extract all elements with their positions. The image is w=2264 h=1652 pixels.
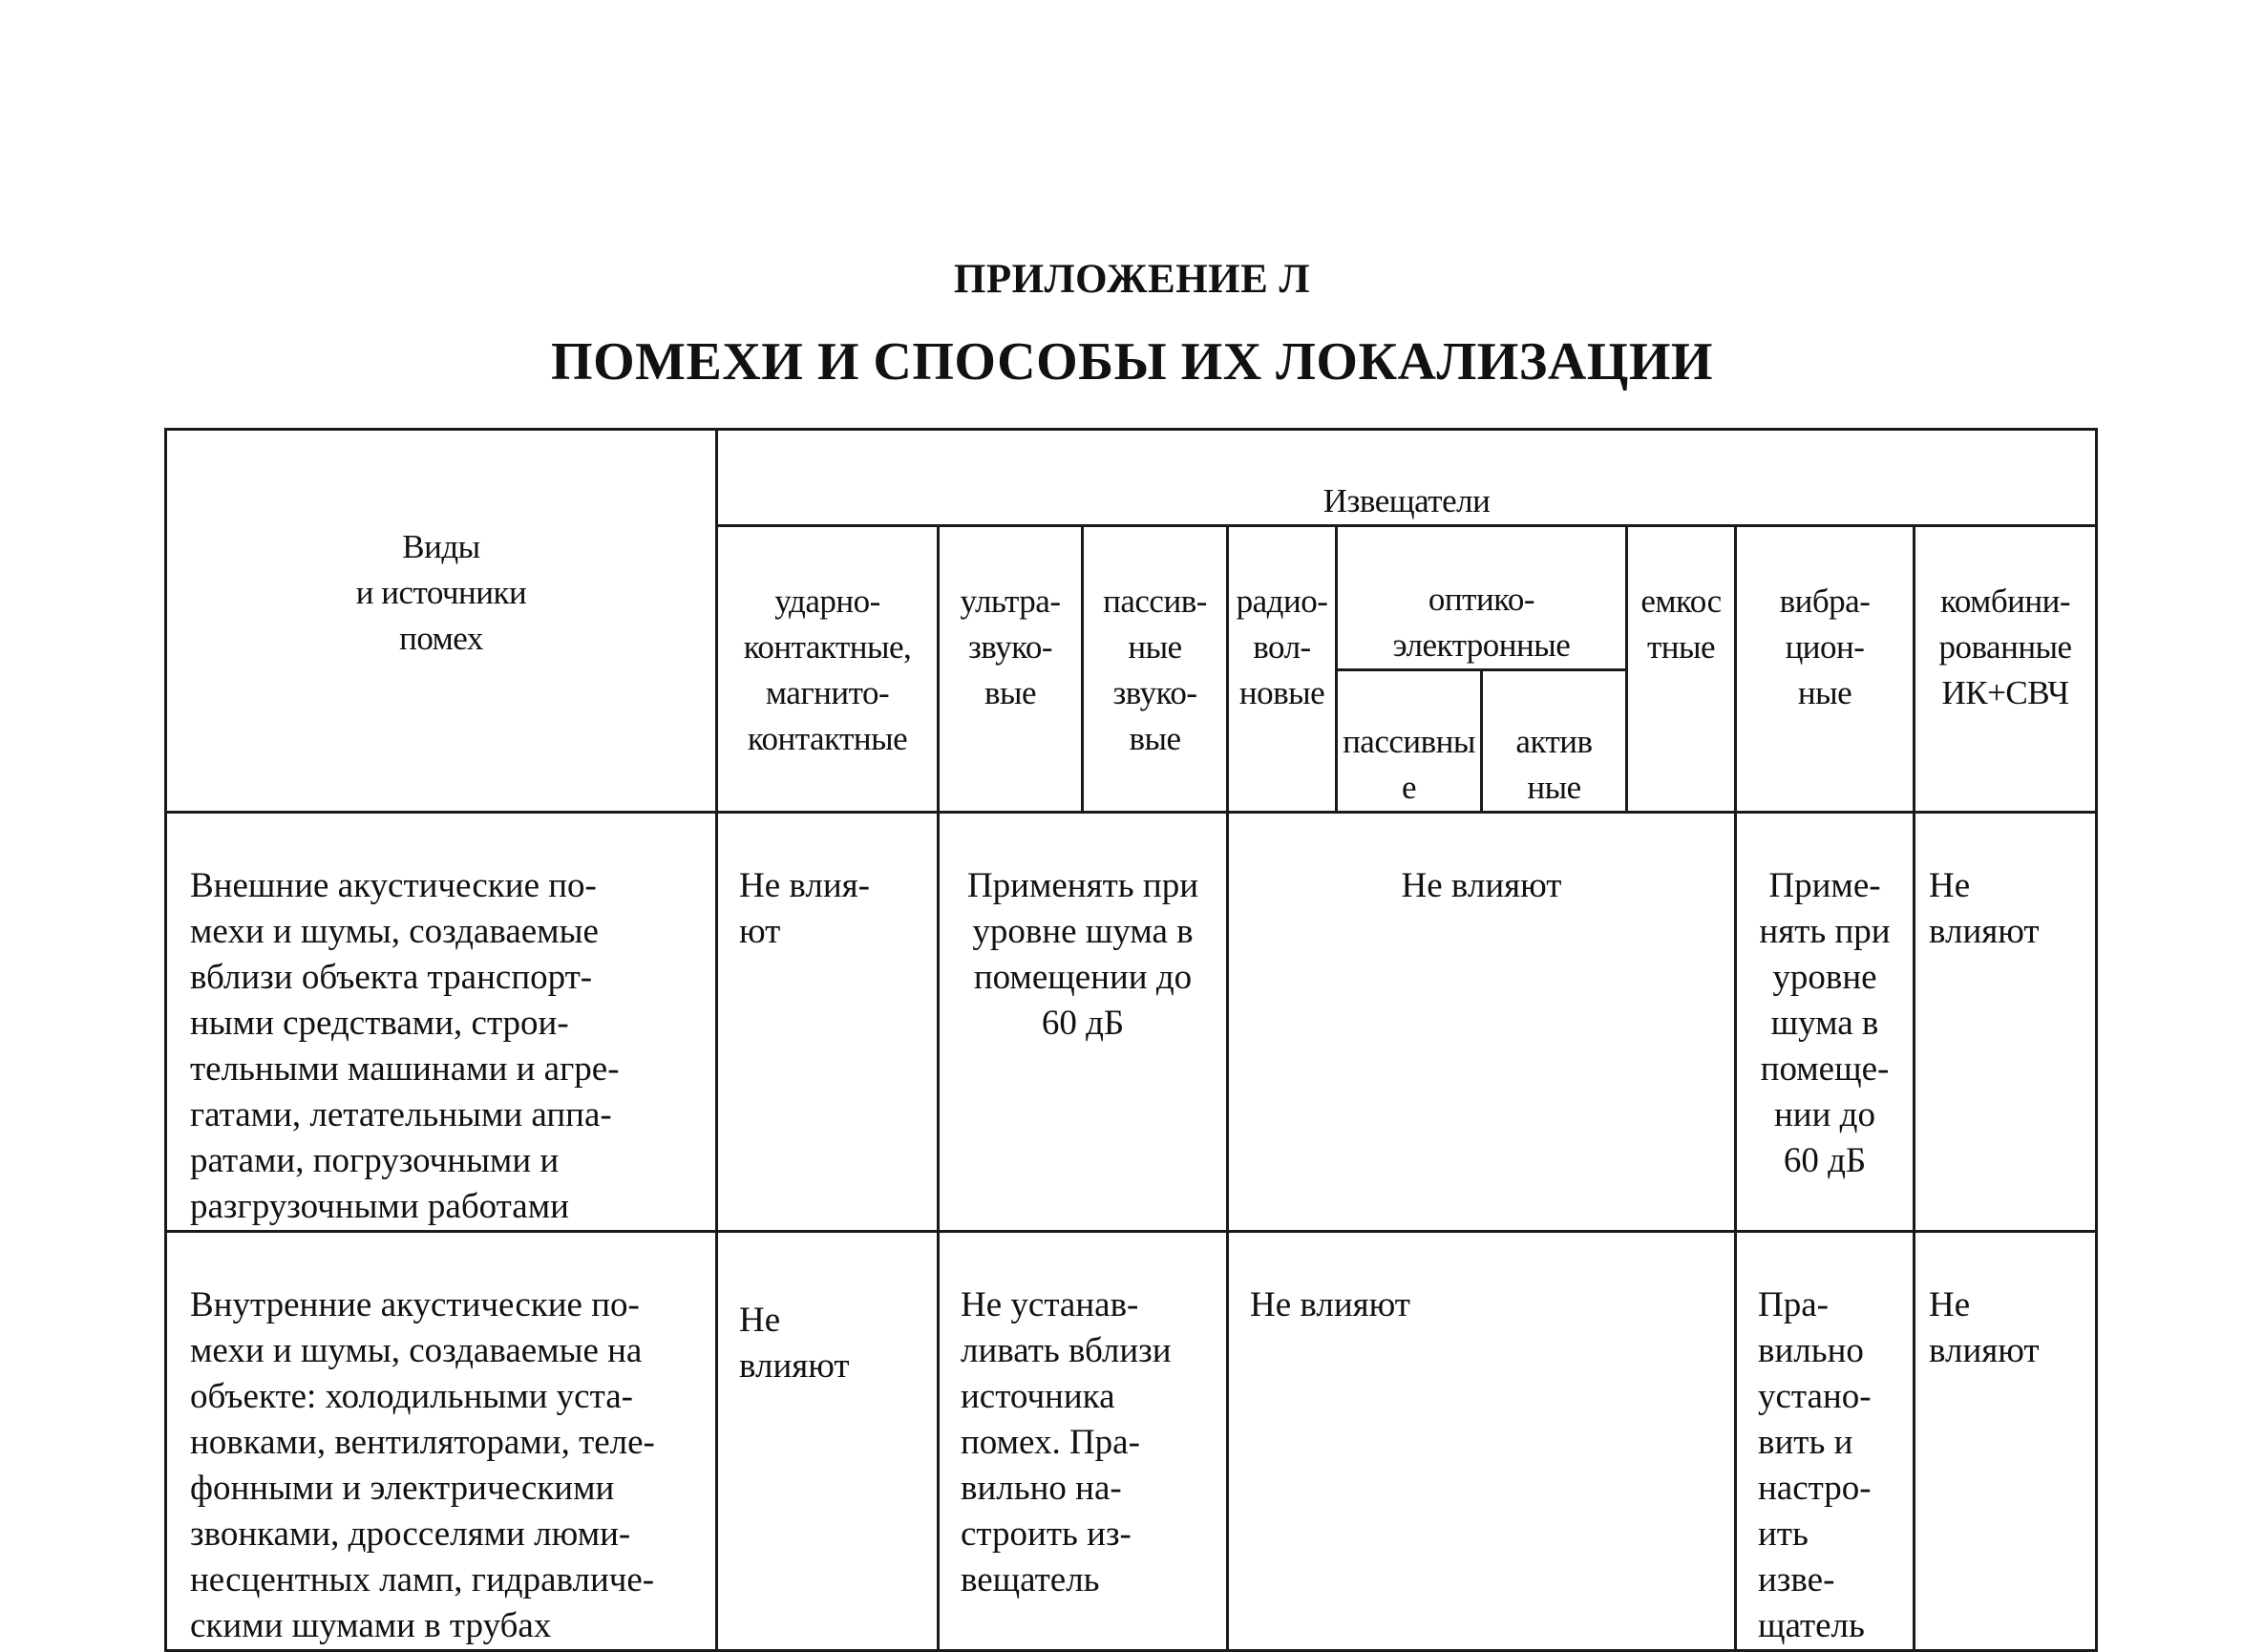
col-kombi-label: комбини- рованные ИК+СВЧ [1938, 582, 2072, 711]
col-ultra [939, 526, 1083, 813]
row-1-source [166, 813, 717, 1232]
col-passiv-zvuk [1083, 526, 1228, 813]
row-1-vibra-text: Приме- нять при уровне шума в помеще- нии до 60 дБ [1759, 866, 1891, 1180]
col-opto [1337, 526, 1627, 670]
row-1-source-text: Внешние акустические по- мехи и шумы, создаваемые вблизи объекта транспорт- ными средствами, строи- тельными машинами и агре- гатами, летательными аппа- ратами, погрузочными и разгрузочными работами [190, 866, 620, 1226]
row-1-middle-text: Не влияют [1401, 866, 1562, 905]
col-emkost [1627, 526, 1736, 813]
header-row-1 [166, 430, 2097, 526]
col-vibra [1736, 526, 1915, 813]
row-2-vibra-text: Пра- вильно устано- вить и настро- ить изве- щатель [1758, 1285, 1872, 1645]
row-2-middle-text: Не влияют [1250, 1285, 1410, 1324]
col-emkost-label: емкос тные [1640, 582, 1722, 666]
row-1-vibra [1736, 813, 1915, 1232]
col-radio [1228, 526, 1337, 813]
col-passiv-zvuk-label: пассив- ные звуко- вые [1103, 582, 1207, 757]
col-opto-passiv-label: пассивны е [1343, 723, 1475, 806]
row-1-ultra-passiv [939, 813, 1228, 1232]
appendix-title: ПРИЛОЖЕНИЕ Л [953, 257, 1311, 302]
col-kombi [1915, 526, 2097, 813]
col-radio-label: радио- вол- новые [1236, 582, 1328, 711]
row-header-cell [166, 430, 717, 813]
row-2-udarno [717, 1232, 939, 1651]
row-1-udarno [717, 813, 939, 1232]
row-2-middle [1228, 1232, 1736, 1651]
row-1-ultra-passiv-text: Применять при уровне шума в помещении до 60 дБ [966, 866, 1199, 1043]
row-1-kombi [1915, 813, 2097, 1232]
table-row [166, 1232, 2097, 1651]
col-udarno [717, 526, 939, 813]
col-opto-label: оптико- электронные [1392, 581, 1571, 664]
row-2-kombi [1915, 1232, 2097, 1651]
col-udarno-label: ударно- контактные, магнито- контактные [743, 582, 912, 757]
group-header-label: Извещатели [1322, 482, 1491, 519]
row-1-udarno-text: Не влия- ют [739, 866, 870, 951]
row-2-source [166, 1232, 717, 1651]
col-vibra-label: вибра- цион- ные [1779, 582, 1871, 711]
row-2-ultra-passiv-text: Не устанав- ливать вблизи источника помех. Пра- вильно на- строить из- вещатель [961, 1285, 1172, 1599]
interference-table [164, 428, 2098, 1652]
row-1-middle [1228, 813, 1736, 1232]
row-1-kombi-text: Не влияют [1929, 866, 2040, 951]
row-2-kombi-text: Не влияют [1929, 1285, 2040, 1370]
col-opto-aktiv [1482, 670, 1627, 813]
row-2-udarno-text: Не влияют [739, 1301, 850, 1386]
group-header-cell [717, 430, 2097, 526]
table-row [166, 813, 2097, 1232]
col-opto-aktiv-label: актив ные [1515, 723, 1593, 806]
row-2-vibra [1736, 1232, 1915, 1651]
row-2-ultra-passiv [939, 1232, 1228, 1651]
row-header-label: Виды и источники помех [355, 528, 527, 657]
col-ultra-label: ультра- звуко- вые [960, 582, 1061, 711]
page-title: ПОМЕХИ И СПОСОБЫ ИХ ЛОКАЛИЗАЦИИ [551, 332, 1713, 392]
row-2-source-text: Внутренние акустические по- мехи и шумы, создаваемые на объекте: холодильными уста- новками, вентиляторами, теле- фонными и электрическими звонками, дросселями люми- несцентных ламп, гидравличе- скими шумами в трубах [190, 1285, 655, 1645]
col-opto-passiv [1337, 670, 1482, 813]
